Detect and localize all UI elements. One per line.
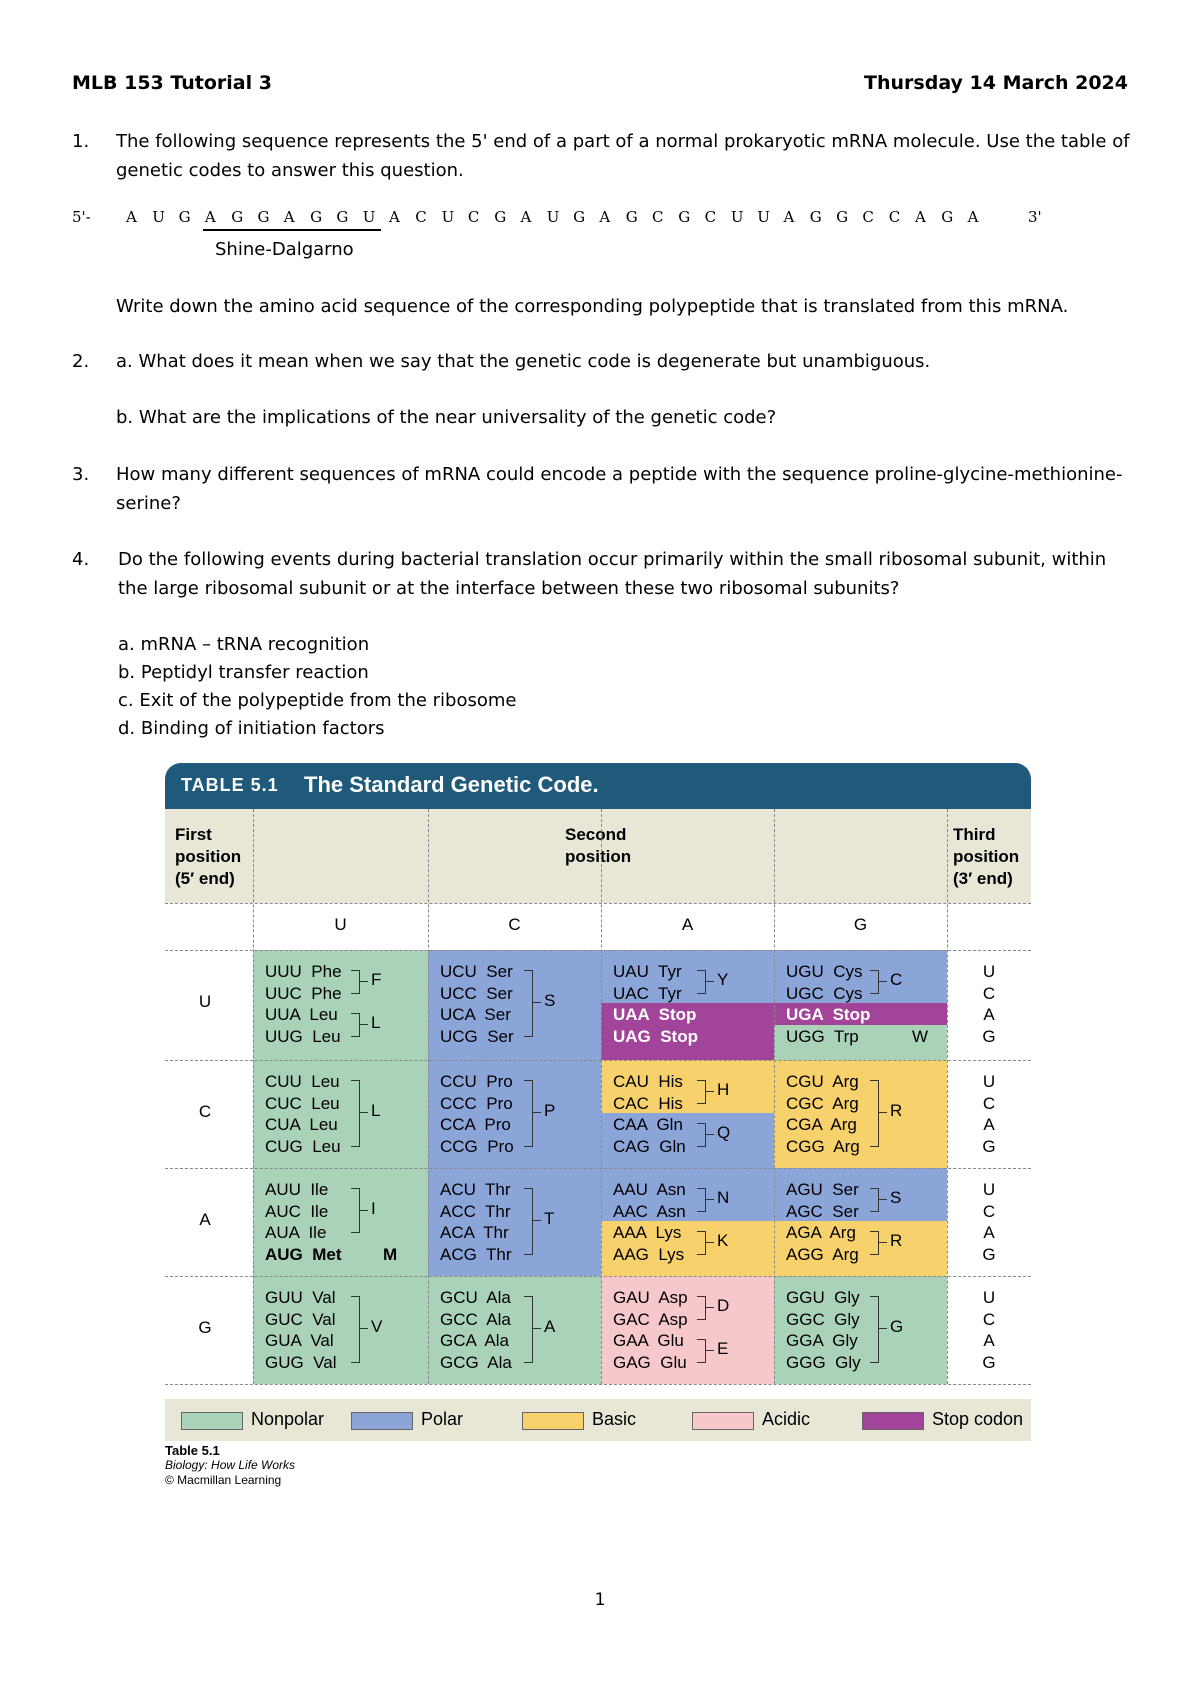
- codon: UAG Stop: [613, 1026, 698, 1046]
- one-letter-code: M: [383, 1244, 398, 1264]
- grid-hline: [165, 1060, 1031, 1061]
- q2-a: a. What does it mean when we say that the genetic code is degenerate but unambiguous.: [116, 351, 931, 372]
- table-tag: TABLE 5.1: [181, 775, 279, 795]
- legend-nonpolar: Nonpolar: [251, 1409, 325, 1429]
- one-letter-code: R: [890, 1230, 903, 1250]
- q2-b: b. What are the implications of the near universality of the genetic code?: [116, 407, 777, 428]
- q4-item-a: a. mRNA – tRNA recognition: [118, 634, 370, 655]
- third-pos-line1: Third: [953, 825, 996, 844]
- codon: AAA Lys: [613, 1223, 682, 1242]
- q1-number: 1.: [72, 131, 90, 152]
- third-letter: G: [982, 1244, 996, 1264]
- codon: GAC Asp: [613, 1309, 688, 1329]
- grid-hline: [165, 950, 1031, 951]
- bracket-tick: [360, 1024, 368, 1025]
- one-letter-code: V: [371, 1317, 383, 1337]
- bracket-tick: [879, 1199, 887, 1200]
- one-letter-code: I: [371, 1198, 376, 1218]
- q3-number: 3.: [72, 464, 90, 485]
- grid-vline: [774, 809, 775, 1384]
- bracket-tick: [879, 1242, 887, 1243]
- seq-base: G: [941, 208, 954, 226]
- one-letter-code: A: [544, 1317, 556, 1337]
- seq-base: G: [625, 208, 638, 226]
- seq-base: A: [204, 208, 216, 226]
- codon: CCA Pro: [440, 1115, 511, 1134]
- seq-base: G: [836, 208, 849, 226]
- one-letter-code: N: [717, 1187, 730, 1207]
- bracket: [524, 970, 533, 1037]
- codon: CUG Leu: [265, 1136, 341, 1156]
- codon: ACG Thr: [440, 1244, 512, 1264]
- caption-title: Table 5.1: [165, 1443, 220, 1458]
- bracket: [697, 1123, 706, 1147]
- bracket-tick: [706, 1134, 714, 1135]
- bracket-tick: [706, 981, 714, 982]
- codon: UAA Stop: [613, 1005, 697, 1024]
- bracket: [697, 970, 706, 994]
- grid-hline: [165, 1384, 1031, 1385]
- grid-hline: [165, 903, 1031, 904]
- codon: ACC Thr: [440, 1201, 511, 1221]
- genetic-code-table: [165, 763, 1031, 1447]
- codon: GGU Gly: [786, 1288, 860, 1307]
- seq-3prime: 3': [1028, 208, 1042, 226]
- codon: UCG Ser: [440, 1026, 514, 1046]
- codon: UGG Trp: [786, 1026, 859, 1046]
- codon: CAG Gln: [613, 1136, 686, 1156]
- one-letter-code: L: [371, 1101, 381, 1121]
- seq-base: G: [494, 208, 507, 226]
- table-caption: [165, 1443, 295, 1488]
- bracket-tick: [879, 1112, 887, 1113]
- bracket-tick: [879, 981, 887, 982]
- third-letter: A: [983, 1115, 995, 1134]
- codon: GUA Val: [265, 1331, 334, 1350]
- one-letter-code: Q: [717, 1122, 731, 1142]
- third-letter: A: [983, 1005, 995, 1024]
- codon: CUC Leu: [265, 1093, 340, 1113]
- codon: CAA Gln: [613, 1115, 683, 1134]
- codon: GCC Ala: [440, 1309, 511, 1329]
- codon: CCU Pro: [440, 1072, 513, 1091]
- bracket: [351, 1013, 360, 1037]
- third-position-label: [953, 824, 1019, 890]
- third-letter: U: [982, 1288, 996, 1307]
- codon: CGU Arg: [786, 1072, 859, 1091]
- third-letter: C: [982, 1201, 996, 1221]
- codon: GAU Asp: [613, 1288, 688, 1307]
- seq-base: G: [678, 208, 691, 226]
- codon: GGA Gly: [786, 1331, 858, 1350]
- codon: GCG Ala: [440, 1352, 512, 1372]
- q4-item-d: d. Binding of initiation factors: [118, 718, 385, 739]
- bracket: [870, 1080, 879, 1147]
- codon: UUG Leu: [265, 1026, 341, 1046]
- seq-base: A: [389, 208, 400, 226]
- seq-base: C: [888, 208, 901, 226]
- shine-dalgarno-underline: [203, 229, 381, 231]
- seq-base: A: [520, 208, 532, 226]
- one-letter-code: K: [717, 1230, 729, 1250]
- bracket-tick: [706, 1350, 714, 1351]
- codon: AGA Arg: [786, 1223, 856, 1242]
- second-letter-g: G: [853, 915, 868, 934]
- seq-base: C: [704, 208, 717, 226]
- q4-number: 4.: [72, 549, 90, 570]
- bracket: [697, 1231, 706, 1255]
- codon: AGG Arg: [786, 1244, 859, 1264]
- codon: AAC Asn: [613, 1201, 686, 1221]
- third-letter: U: [982, 962, 996, 981]
- second-pos-line2: position: [565, 847, 632, 866]
- codon: AUA Ile: [265, 1223, 327, 1242]
- bracket: [697, 1188, 706, 1212]
- codon: UGC Cys: [786, 983, 863, 1003]
- shine-dalgarno-label: Shine-Dalgarno: [215, 239, 354, 260]
- table-banner: [165, 763, 1031, 809]
- first-position-label: [175, 824, 241, 890]
- seq-base: G: [257, 208, 270, 226]
- q4-item-c: c. Exit of the polypeptide from the ribosome: [118, 690, 517, 711]
- bracket-tick: [360, 1210, 368, 1211]
- codon: CGC Arg: [786, 1093, 859, 1113]
- bracket-tick: [533, 1112, 541, 1113]
- bracket-tick: [533, 1328, 541, 1329]
- grid-vline: [947, 809, 948, 1384]
- grid-hline: [165, 1276, 1031, 1277]
- seq-base: U: [152, 208, 165, 226]
- codon: GGG Gly: [786, 1352, 861, 1372]
- q1-task: Write down the amino acid sequence of the corresponding polypeptide that is translated from this mRNA.: [116, 296, 1069, 317]
- q2-number: 2.: [72, 351, 90, 372]
- legend-swatch-basic: [522, 1412, 584, 1430]
- one-letter-code: F: [371, 969, 382, 989]
- codon: GUC Val: [265, 1309, 336, 1329]
- codon: UUU Phe: [265, 962, 342, 981]
- third-letter: G: [982, 1026, 996, 1046]
- legend-basic: Basic: [592, 1409, 637, 1429]
- header-right: Thursday 14 March 2024: [864, 72, 1128, 94]
- codon: AUG Met: [265, 1244, 342, 1264]
- legend-stop: Stop codon: [932, 1409, 1024, 1429]
- legend-swatch-stop: [862, 1412, 924, 1430]
- one-letter-code: W: [912, 1026, 929, 1046]
- legend-swatch-nonpolar: [181, 1412, 243, 1430]
- bracket-tick: [879, 1328, 887, 1329]
- first-pos-line3: (5′ end): [175, 869, 235, 888]
- seq-base: C: [415, 208, 427, 226]
- seq-base: A: [126, 208, 137, 226]
- legend-swatch-polar: [351, 1412, 413, 1430]
- one-letter-code: G: [890, 1317, 904, 1337]
- bracket-tick: [706, 1091, 714, 1092]
- codon: AUC Ile: [265, 1201, 329, 1221]
- codon: UAC Tyr: [613, 983, 682, 1003]
- q1-text: The following sequence represents the 5' end of a part of a normal prokaryotic mRNA molecule. Use the table of genetic codes to answer this question.: [116, 131, 1130, 181]
- seq-base: G: [310, 208, 323, 226]
- bracket: [524, 1296, 533, 1363]
- bracket: [524, 1188, 533, 1255]
- first-letter-c: C: [198, 1102, 212, 1121]
- seq-base: G: [231, 208, 244, 226]
- bracket-tick: [533, 1220, 541, 1221]
- bracket: [870, 970, 879, 994]
- codon: CUA Leu: [265, 1115, 338, 1134]
- seq-base: U: [441, 208, 455, 226]
- codon: UUA Leu: [265, 1005, 338, 1024]
- first-letter-a: A: [199, 1210, 211, 1229]
- third-letter: U: [982, 1180, 996, 1199]
- one-letter-code: Y: [717, 969, 729, 989]
- codon: ACU Thr: [440, 1180, 511, 1199]
- codon: AAG Lys: [613, 1244, 685, 1264]
- third-letter: C: [982, 1093, 996, 1113]
- third-letter: C: [982, 983, 996, 1003]
- grid-vline: [428, 809, 429, 1384]
- codon: AUU Ile: [265, 1180, 329, 1199]
- seq-base: G: [573, 208, 586, 226]
- codon: CGG Arg: [786, 1136, 860, 1156]
- one-letter-code: E: [717, 1338, 729, 1358]
- grid-vline: [253, 809, 254, 1384]
- one-letter-code: L: [371, 1012, 381, 1032]
- bracket-tick: [706, 1307, 714, 1308]
- seq-base: U: [757, 208, 770, 226]
- bracket: [524, 1080, 533, 1147]
- codon: GGC Gly: [786, 1309, 860, 1329]
- bracket-tick: [706, 1199, 714, 1200]
- one-letter-code: C: [890, 969, 903, 989]
- codon: UGA Stop: [786, 1005, 871, 1024]
- seq-base: C: [862, 208, 874, 226]
- legend-acidic: Acidic: [762, 1409, 811, 1429]
- third-letter: G: [982, 1352, 996, 1372]
- page-number: 1: [594, 1590, 606, 1610]
- q3-text: How many different sequences of mRNA could encode a peptide with the sequence proline-glycine-methionine-serine?: [116, 464, 1123, 514]
- bracket: [870, 1231, 879, 1255]
- codon: GAA Glu: [613, 1331, 684, 1350]
- seq-base: A: [783, 208, 795, 226]
- seq-base: G: [809, 208, 822, 226]
- bracket: [697, 1080, 706, 1104]
- one-letter-code: P: [544, 1101, 556, 1121]
- one-letter-code: S: [544, 991, 556, 1011]
- second-letter-c: C: [508, 915, 521, 934]
- third-letter: C: [982, 1309, 996, 1329]
- legend: [165, 1399, 1031, 1441]
- third-pos-line3: (3′ end): [953, 869, 1013, 888]
- codon: UGU Cys: [786, 962, 863, 981]
- table-title: The Standard Genetic Code.: [304, 772, 599, 797]
- bracket-tick: [360, 1112, 368, 1113]
- bracket: [351, 1188, 360, 1233]
- bracket: [351, 1080, 360, 1147]
- first-letter-g: G: [198, 1318, 212, 1337]
- one-letter-code: H: [717, 1079, 730, 1099]
- codon: UCA Ser: [440, 1005, 511, 1024]
- seq-base: G: [178, 208, 191, 226]
- seq-base: C: [467, 208, 480, 226]
- codon: UUC Phe: [265, 983, 342, 1003]
- codon: UCU Ser: [440, 962, 513, 981]
- codon: CUU Leu: [265, 1072, 340, 1091]
- codon: CAU His: [613, 1072, 683, 1091]
- codon: GUG Val: [265, 1352, 337, 1372]
- third-pos-line2: position: [953, 847, 1020, 866]
- codon: AGU Ser: [786, 1180, 859, 1199]
- seq-base: A: [915, 208, 926, 226]
- bracket-tick: [360, 1328, 368, 1329]
- codon: GCU Ala: [440, 1288, 511, 1307]
- grid-vline: [601, 809, 602, 1384]
- header-left: MLB 153 Tutorial 3: [72, 72, 272, 94]
- second-pos-line1: Second: [565, 825, 627, 844]
- mrna-sequence: [72, 208, 1132, 230]
- q4-text: Do the following events during bacterial translation occur primarily within the small ribosomal subunit, within the large ribosomal subunit or at the interface between these two ribosomal subunits?: [118, 549, 1107, 599]
- seq-base: A: [283, 208, 295, 226]
- bracket: [351, 1296, 360, 1363]
- seq-base: U: [546, 208, 560, 226]
- bracket-tick: [533, 1002, 541, 1003]
- q4-item-b: b. Peptidyl transfer reaction: [118, 662, 369, 683]
- codon: UCC Ser: [440, 983, 513, 1003]
- codon: AAU Asn: [613, 1180, 686, 1199]
- first-letter-u: U: [198, 992, 212, 1011]
- one-letter-code: S: [890, 1187, 902, 1207]
- bracket: [697, 1296, 706, 1320]
- bracket: [870, 1188, 879, 1212]
- bracket: [351, 970, 360, 994]
- seq-base: A: [967, 208, 979, 226]
- seq-base: U: [362, 208, 376, 226]
- second-position-label: [565, 824, 665, 868]
- bracket: [870, 1296, 879, 1363]
- codon: GAG Glu: [613, 1352, 687, 1372]
- codon: CGA Arg: [786, 1115, 857, 1134]
- seq-base: A: [599, 208, 611, 226]
- codon: GCA Ala: [440, 1331, 509, 1350]
- first-pos-line1: First: [175, 825, 212, 844]
- codon: UAU Tyr: [613, 962, 682, 981]
- bracket: [697, 1339, 706, 1363]
- codon: CCG Pro: [440, 1136, 514, 1156]
- third-letter: U: [982, 1072, 996, 1091]
- legend-swatch-acidic: [692, 1412, 754, 1430]
- one-letter-code: D: [717, 1295, 730, 1315]
- first-pos-line2: position: [175, 847, 242, 866]
- one-letter-code: R: [890, 1101, 903, 1121]
- codon: ACA Thr: [440, 1223, 509, 1242]
- codon: GUU Val: [265, 1288, 336, 1307]
- caption-copyright: © Macmillan Learning: [165, 1473, 282, 1487]
- seq-base: U: [730, 208, 744, 226]
- seq-5prime: 5'-: [72, 208, 91, 226]
- third-letter: A: [983, 1331, 995, 1350]
- bracket-tick: [706, 1242, 714, 1243]
- codon: CAC His: [613, 1093, 683, 1113]
- codon: AGC Ser: [786, 1201, 859, 1221]
- second-letter-a: A: [681, 915, 694, 934]
- codon: CCC Pro: [440, 1093, 513, 1113]
- caption-book: Biology: How Life Works: [165, 1458, 296, 1472]
- legend-polar: Polar: [421, 1409, 464, 1429]
- one-letter-code: T: [544, 1209, 555, 1229]
- bracket-tick: [360, 981, 368, 982]
- seq-base: G: [336, 208, 349, 226]
- seq-base: C: [652, 208, 664, 226]
- grid-hline: [165, 1168, 1031, 1169]
- third-letter: A: [983, 1223, 995, 1242]
- third-letter: G: [982, 1136, 996, 1156]
- second-letter-u: U: [334, 915, 347, 934]
